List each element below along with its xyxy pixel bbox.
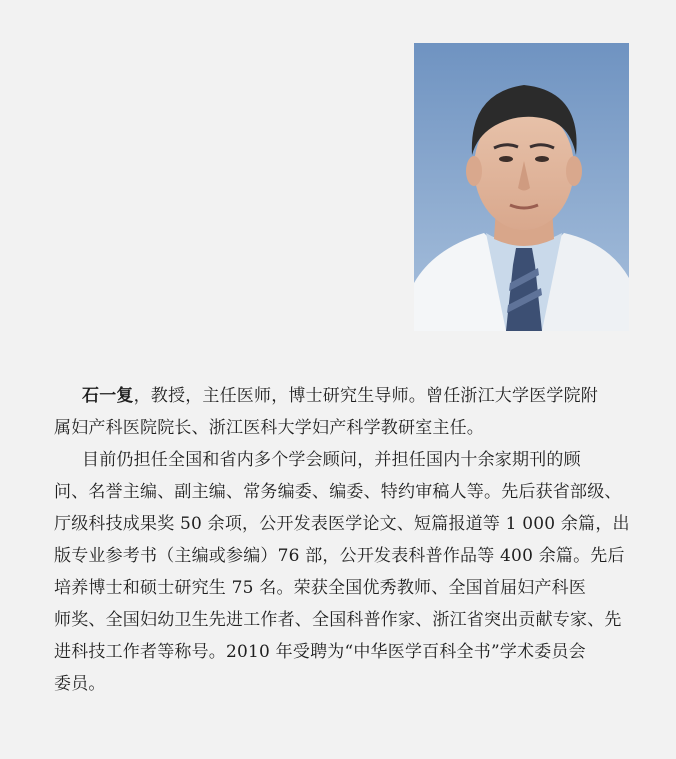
person-name: 石一复 [82, 386, 134, 406]
bio-line: 属妇产科医院院长、浙江医科大学妇产科学教研室主任。 [54, 418, 484, 438]
bio-text: ，教授，主任医师，博士研究生导师。曾任浙江大学医学院附 [133, 386, 599, 406]
bio-line [54, 380, 634, 412]
bio-line: 进科技工作者等称号。2010 年受聘为“中华医学百科全书”学术委员会 [54, 642, 586, 662]
bio-line: 师奖、全国妇幼卫生先进工作者、全国科普作家、浙江省突出贡献专家、先 [54, 610, 622, 630]
portrait-photo [414, 43, 629, 331]
bio-line: 培养博士和硕士研究生 75 名。荣获全国优秀教师、全国首届妇产科医 [54, 578, 587, 598]
bio-line: 厅级科技成果奖 50 余项，公开发表医学论文、短篇报道等 1 000 余篇，出 [54, 514, 630, 534]
bio-line: 目前仍担任全国和省内多个学会顾问，并担任国内十余家期刊的顾 [82, 450, 581, 470]
biography-text [54, 380, 634, 700]
bio-line: 版专业参考书（主编或参编）76 部，公开发表科普作品等 400 余篇。先后 [54, 546, 625, 566]
portrait-illustration [414, 43, 629, 331]
bio-line: 问、名誉主编、副主编、常务编委、编委、特约审稿人等。先后获省部级、 [54, 482, 622, 502]
bio-line: 委员。 [54, 674, 106, 694]
